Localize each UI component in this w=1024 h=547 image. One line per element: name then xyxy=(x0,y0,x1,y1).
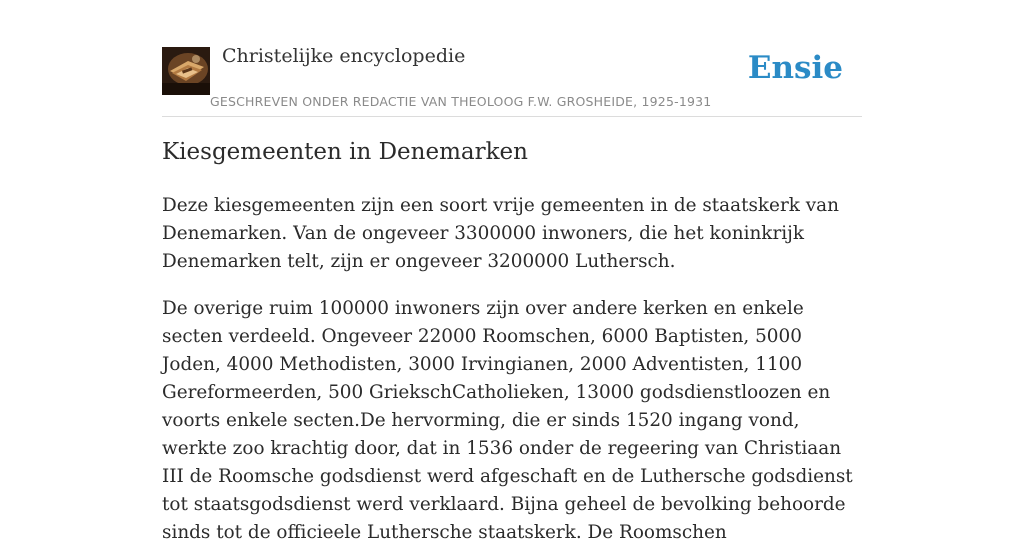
brand-logo[interactable]: Ensie xyxy=(747,50,843,86)
avatar[interactable] xyxy=(162,47,210,95)
site-header xyxy=(162,0,862,117)
article-paragraph: Deze kiesgemeenten zijn een soort vrije gemeenten in de staatskerk van Denemarken. Van de ongeveer 3300000 inwoners, die het koninkrijk Denemarken telt, zijn er ongeveer 3200000 Luthersch. xyxy=(162,195,839,272)
book-icon xyxy=(162,47,210,95)
page xyxy=(162,0,862,543)
site-subtitle: GESCHREVEN ONDER REDACTIE VAN THEOLOOG F.W. GROSHEIDE, 1925-1931 xyxy=(210,94,712,109)
site-title[interactable]: Christelijke encyclopedie xyxy=(222,45,466,67)
article-paragraph: De overige ruim 100000 inwoners zijn over andere kerken en enkele secten verdeeld. Ongeveer 22000 Roomschen, 6000 Baptisten, 5000 Joden, 4000 Methodisten, 3000 Irvingianen, 2000 Adventisten, 1100 Gereformeerden, 500 GriekschCatholieken, 13000 godsdienstloozen en voorts enkele secten.De hervorming, die er sinds 1520 ingang vond, werkte zoo krachtig door, dat in 1536 onder de regeering van Christiaan III de Roomsche godsdienst werd afgeschaft en de Luthersche godsdienst tot staatsgodsdienst werd verklaard. Bijna geheel de bevolking behoorde sinds tot de officieele Luthersche staatskerk. De Roomschen xyxy=(162,298,853,543)
article-title: Kiesgemeenten in Denemarken xyxy=(162,139,528,165)
